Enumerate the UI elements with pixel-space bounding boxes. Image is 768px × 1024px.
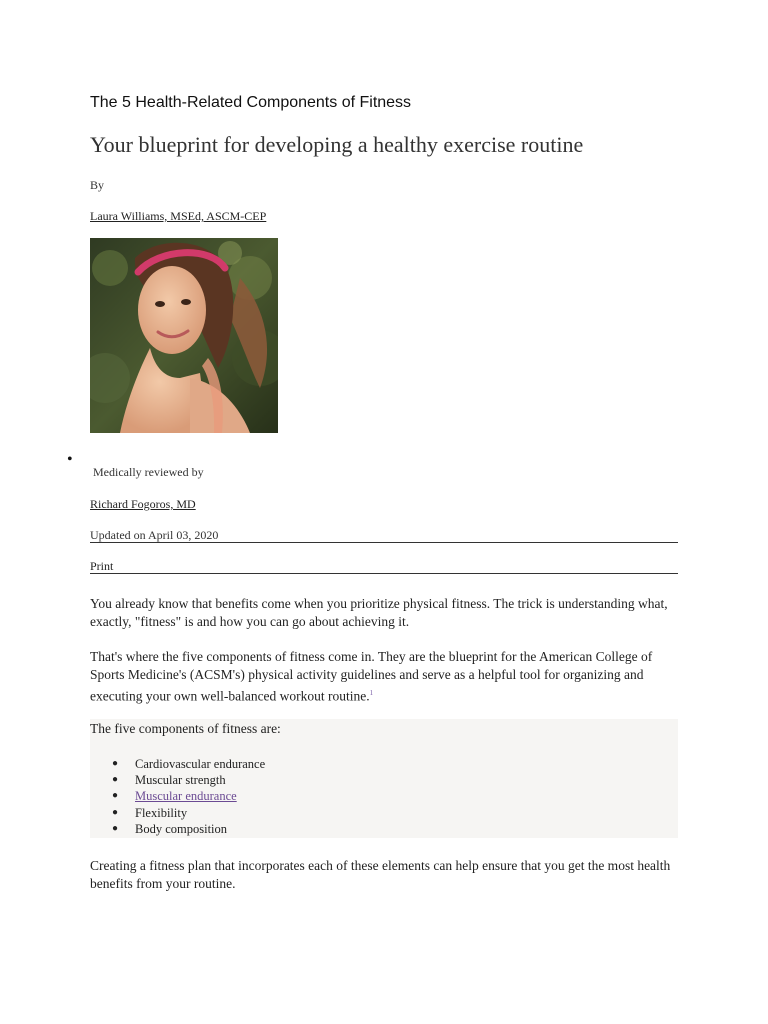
- component-label: Body composition: [135, 821, 228, 836]
- acsm-paragraph-text: That's where the five components of fitness come in. They are the blueprint for the American College of Sports Medicine's (ACSM's) physical activity guidelines and serve as a helpful tool for organizing and executing your own well-balanced workout routine.: [90, 649, 653, 704]
- closing-paragraph: Creating a fitness plan that incorporates each of these elements can help ensure that you get the most health benefits from your routine.: [90, 858, 671, 891]
- components-intro: The five components of fitness are:: [90, 721, 281, 736]
- muscular-endurance-link[interactable]: Muscular endurance: [135, 789, 237, 804]
- bullet-icon: ●: [112, 822, 119, 834]
- author-link[interactable]: Laura Williams, MSEd, ASCM-CEP: [90, 209, 267, 223]
- article-kicker: The 5 Health-Related Components of Fitness: [90, 94, 412, 111]
- list-item: [112, 788, 265, 804]
- list-item: [112, 756, 265, 772]
- component-label: Flexibility: [135, 805, 188, 820]
- footnote-link[interactable]: 1: [369, 689, 374, 697]
- components-box: [90, 719, 678, 838]
- reviewer-link[interactable]: Richard Fogoros, MD: [90, 497, 196, 511]
- list-item: [112, 805, 265, 821]
- print-link[interactable]: Print: [90, 559, 678, 574]
- article-headline: Your blueprint for developing a healthy exercise routine: [90, 132, 584, 157]
- acsm-paragraph: [90, 648, 678, 706]
- reviewed-by-label: Medically reviewed by: [93, 465, 204, 479]
- bullet-icon: ●: [112, 758, 119, 769]
- component-label: Muscular strength: [135, 773, 226, 788]
- list-bullet-icon: •: [67, 451, 73, 468]
- byline-label: By: [90, 178, 105, 192]
- component-label: Cardiovascular endurance: [135, 757, 266, 771]
- author-photo: [90, 238, 278, 433]
- intro-paragraph: You already know that benefits come when you prioritize physical fitness. The trick is understanding what, exactly, "fitness" is and how you can go about achieving it.: [90, 596, 668, 629]
- list-item: [112, 772, 265, 788]
- list-item: [112, 821, 265, 837]
- bullet-icon: ●: [112, 790, 119, 802]
- bullet-icon: ●: [112, 774, 119, 786]
- bullet-icon: ●: [112, 806, 119, 818]
- updated-date: Updated on April 03, 2020: [90, 528, 678, 543]
- components-list: [112, 756, 265, 837]
